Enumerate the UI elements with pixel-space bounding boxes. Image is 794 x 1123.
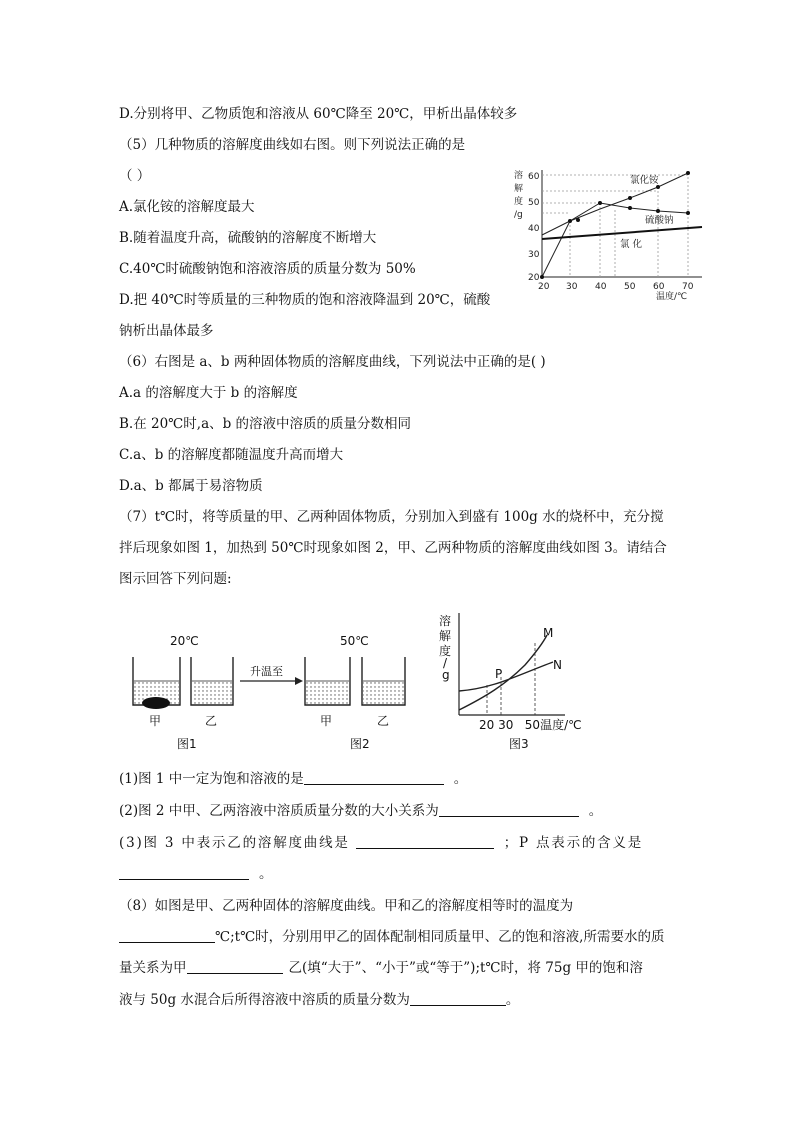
beaker-jia-fig2 — [305, 657, 350, 705]
arrow-label: 升温至 — [250, 665, 283, 678]
q7-sub2 — [119, 802, 602, 820]
q5-option-d: D.把 40℃时等质量的三种物质的饱和溶液降温到 20℃，硫酸 — [119, 292, 491, 308]
label-yi-2: 乙 — [377, 714, 390, 728]
q5-answer-paren: （ ） — [119, 168, 151, 184]
chart5-ytick: 40 — [528, 224, 540, 234]
q7-stem-3: 图示回答下列问题: — [119, 571, 232, 587]
q6-option-d: D.a、b 都属于易溶物质 — [119, 478, 263, 494]
q8-stem-3-b: 乙(填“大于”、“小于”或“等于”);t℃时，将 75g 甲的饱和溶 — [288, 960, 643, 976]
chart5-xtick: 60 — [653, 282, 665, 292]
chart5-ytick: 30 — [528, 250, 540, 260]
curve-N — [459, 662, 553, 691]
label-N: N — [553, 658, 562, 672]
curve-M — [459, 635, 547, 710]
q7-sub1-end: 。 — [453, 771, 468, 787]
q7-sub3-text: (3)图 3 中表示乙的溶解度曲线是 — [119, 835, 350, 851]
q8-stem-4-end: 。 — [505, 992, 520, 1008]
q8-stem-3-a: 量关系为甲 — [119, 960, 187, 976]
chart5-ytick: 50 — [528, 198, 540, 208]
c3-ylabel: 解 — [439, 629, 452, 643]
q7-stem-2: 拌后现象如图 1，加热到 50℃时现象如图 2，甲、乙两种物质的溶解度曲线如图 3。请结合 — [119, 540, 667, 556]
answer-blank[interactable] — [304, 770, 444, 785]
q5-option-a: A.氯化铵的溶解度最大 — [119, 199, 255, 215]
beaker-yi-fig2 — [362, 657, 405, 705]
q7-sub3 — [119, 834, 643, 852]
q6-stem: （6）右图是 a、b 两种固体物质的溶解度曲线，下列说法中正确的是( ) — [119, 354, 546, 370]
q5-option-c: C.40℃时硫酸钠饱和溶液溶质的质量分数为 50% — [119, 261, 416, 277]
chart5-xlabel: 温度/℃ — [656, 292, 688, 302]
q7-sub1-text: (1)图 1 中一定为饱和溶液的是 — [119, 771, 304, 787]
label-jia-2: 甲 — [320, 714, 333, 728]
q8-stem-2-text: ℃;t℃时，分别用甲乙的固体配制相同质量甲、乙的饱和溶液,所需要水的质 — [215, 929, 665, 945]
chart5-ylabel-2: 解 — [514, 184, 524, 194]
nh4cl-label: 氯化铵 — [630, 175, 659, 186]
q7-sub1 — [119, 770, 467, 788]
answer-blank[interactable] — [356, 834, 494, 849]
chart5-xtick: 30 — [566, 282, 578, 292]
nacl-label: 氯 化 — [620, 239, 643, 250]
chart5-xtick: 50 — [624, 282, 636, 292]
caption-fig2: 图2 — [350, 737, 370, 751]
q6-option-b: B.在 20℃时,a、b 的溶液中溶质的质量分数相同 — [119, 416, 412, 432]
heating-arrow — [240, 677, 303, 685]
c3-ylabel: / — [443, 656, 448, 670]
c3-xlabel: 20 30 50温度/℃ — [479, 718, 582, 732]
q7-sub3-text2: ；P 点表示的含义是 — [503, 835, 644, 851]
label-P: P — [495, 667, 503, 681]
chart5-xtick: 40 — [595, 282, 607, 292]
caption-fig1: 图1 — [177, 737, 197, 751]
q5-stem: （5）几种物质的溶解度曲线如右图。则下列说法正确的是 — [119, 137, 466, 153]
q7-stem-1: （7）t℃时，将等质量的甲、乙两种固体物质，分别加入到盛有 100g 水的烧杯中，充分搅 — [119, 509, 664, 525]
solubility-chart-q5 — [510, 165, 710, 315]
answer-blank[interactable] — [439, 802, 579, 817]
answer-blank[interactable] — [119, 865, 249, 880]
q5-option-b: B.随着温度升高，硫酸钠的溶解度不断增大 — [119, 230, 377, 246]
q6-option-c: C.a、b 的溶解度都随温度升高而增大 — [119, 447, 344, 463]
chart5-ylabel-4: /g — [514, 210, 523, 220]
q7-sub3-cont — [119, 865, 273, 883]
chart5-ytick: 20 — [528, 273, 540, 283]
label-M: M — [543, 626, 554, 640]
q8-stem-4-text: 液与 50g 水混合后所得溶液中溶质的质量分数为 — [119, 992, 410, 1008]
q8-stem-3 — [119, 959, 643, 977]
q7-sub3-end: 。 — [259, 866, 273, 882]
label-yi-1: 乙 — [205, 714, 218, 728]
chart5-ylabel-1: 溶 — [514, 171, 524, 181]
q4-option-d: D.分别将甲、乙物质饱和溶液从 60℃降至 20℃，甲析出晶体较多 — [119, 106, 518, 122]
figure-q7 — [125, 605, 605, 755]
beaker-yi-fig1 — [191, 657, 233, 705]
q7-sub2-text: (2)图 2 中甲、乙两溶液中溶质质量分数的大小关系为 — [119, 803, 439, 819]
label-50c: 50℃ — [340, 634, 369, 648]
q8-stem-2 — [119, 928, 664, 946]
caption-fig3: 图3 — [509, 737, 529, 751]
beaker-jia-fig1 — [133, 657, 180, 709]
chart5-xtick: 70 — [682, 282, 694, 292]
q8-stem-1: （8）如图是甲、乙两种固体的溶解度曲线。甲和乙的溶解度相等时的温度为 — [119, 898, 574, 914]
c3-ylabel: g — [442, 668, 450, 682]
q8-stem-4 — [119, 991, 519, 1009]
answer-blank[interactable] — [410, 991, 506, 1006]
chart5-xtick: 20 — [538, 282, 550, 292]
c3-ylabel: 度 — [439, 644, 452, 658]
q5-option-d-cont: 钠析出晶体最多 — [119, 323, 214, 339]
c3-ylabel: 溶 — [439, 614, 452, 628]
answer-blank[interactable] — [187, 959, 283, 974]
label-jia-1: 甲 — [149, 714, 162, 728]
q7-sub2-end: 。 — [588, 803, 603, 819]
chart5-ylabel-3: 度 — [514, 197, 524, 207]
answer-blank[interactable] — [119, 928, 215, 943]
na2so4-label: 硫酸钠 — [645, 215, 674, 226]
chart5-ytick: 60 — [528, 172, 540, 182]
q6-option-a: A.a 的溶解度大于 b 的溶解度 — [119, 385, 298, 401]
label-20c: 20℃ — [170, 634, 199, 648]
